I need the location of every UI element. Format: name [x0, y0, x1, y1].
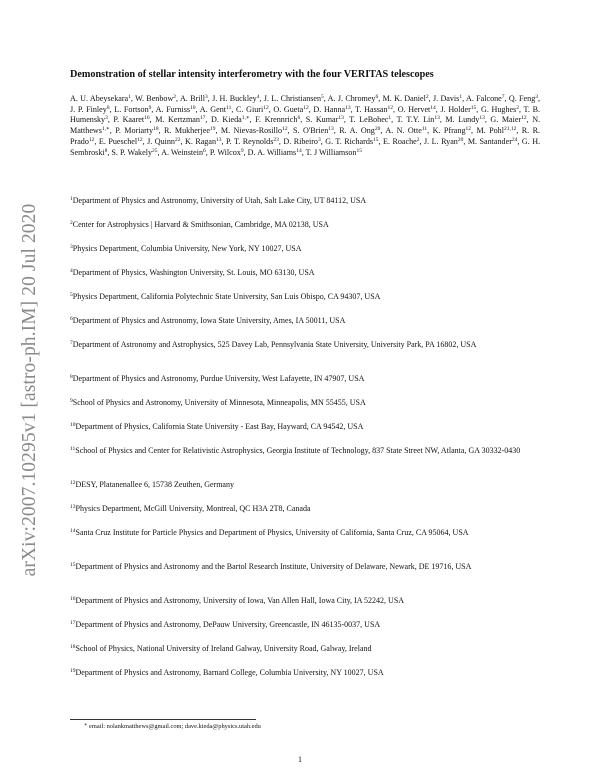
- author: [481, 105, 519, 114]
- author-affiliation-mark: 12: [137, 136, 143, 143]
- author-affiliation-mark: 19: [209, 126, 216, 133]
- author-affiliation-mark: 3: [204, 94, 208, 100]
- affiliation: [70, 528, 540, 539]
- affiliation-text: Physics Department, Columbia University, New York, NY 10027, USA: [72, 244, 302, 253]
- author-name: J. Davis: [432, 94, 460, 103]
- author-name: S. Kumar: [305, 115, 339, 125]
- author-name: J. L. Ryan: [424, 136, 458, 146]
- author-affiliation-mark: 4: [256, 94, 260, 100]
- author-name: A. Furniss: [155, 104, 191, 114]
- affiliation-text: School of Physics and Astronomy, University of Minnesota, Minneapolis, MN 55455, USA: [72, 398, 366, 407]
- author: [180, 94, 208, 103]
- author-affiliation-mark: 12: [521, 115, 527, 122]
- affiliation: [70, 244, 540, 255]
- author: [398, 105, 436, 114]
- author-name: S. O'Brien: [293, 126, 329, 136]
- author: [490, 115, 526, 124]
- author-affiliation-mark: 3: [535, 94, 538, 100]
- affiliation-number: 2: [70, 220, 73, 226]
- affiliation: [70, 504, 540, 515]
- author: [385, 126, 427, 135]
- affiliation: [70, 340, 540, 351]
- author: [115, 126, 158, 135]
- author-name: R. Mukherjee: [164, 126, 210, 136]
- author-name: T. LeBohec: [349, 115, 389, 125]
- author-affiliation-mark: 6: [375, 94, 379, 100]
- author-name: J. Holder: [440, 104, 471, 114]
- author-name: A. Falcone: [465, 94, 502, 103]
- author-name: T. B. Humensky: [70, 104, 540, 125]
- author: [397, 115, 440, 124]
- affiliation-number: 11: [70, 446, 76, 452]
- author-affiliation-mark: 12: [88, 136, 95, 143]
- author-affiliation-mark: 1,∗: [241, 115, 250, 122]
- author-name: O. Hervet: [397, 104, 431, 114]
- author-name: L. Fortson: [114, 104, 149, 114]
- author-name: N. Matthews: [70, 115, 541, 136]
- author: [313, 105, 350, 114]
- affiliation-text: Department of Astronomy and Astrophysics, 525 Davey Lab, Pennsylvania State University, University Park, PA 16802, USA: [72, 340, 477, 349]
- author: [155, 115, 205, 124]
- author-affiliation-mark: 23: [273, 136, 279, 143]
- author-affiliation-mark: 20: [374, 126, 381, 133]
- author-affiliation-mark: 17: [199, 115, 206, 122]
- author-name: T. T.Y. Lin: [396, 115, 435, 125]
- author-affiliation-mark: 1: [388, 115, 392, 122]
- author-affiliation-mark: 8: [106, 104, 110, 111]
- author-name: G. H. Sembroski: [70, 136, 541, 157]
- author-name: T. J Williamson: [305, 147, 357, 157]
- affiliation-number: 3: [70, 244, 73, 250]
- footnote-rule: [70, 719, 256, 720]
- author-affiliation-mark: 1,∗: [101, 126, 110, 133]
- author-name: P. Moriarty: [115, 126, 154, 136]
- author-affiliation-mark: 2: [425, 94, 429, 100]
- affiliation: [70, 398, 540, 409]
- author: [210, 148, 244, 157]
- author-name: G. T. Richards: [325, 136, 374, 146]
- author-affiliation-mark: 7: [501, 94, 505, 100]
- author: [383, 94, 429, 103]
- author-name: Q. Feng: [508, 94, 536, 103]
- author-name: D. A. Williams: [247, 147, 297, 157]
- author-affiliation-mark: 13: [479, 115, 485, 122]
- author-name: G. Maier: [490, 115, 522, 125]
- author: [273, 105, 308, 114]
- author-affiliation-mark: 9: [148, 104, 152, 111]
- author-name: A. Weinstein: [161, 147, 204, 157]
- author-affiliation-mark: 11: [226, 104, 232, 111]
- author-name: J. L. Christiansen: [263, 94, 322, 103]
- author-affiliation-mark: 5: [321, 94, 324, 100]
- author-affiliation-mark: 10: [190, 104, 196, 111]
- author: [325, 137, 378, 146]
- affiliation: [70, 422, 540, 433]
- author-affiliation-mark: 12: [465, 126, 471, 133]
- author-affiliation-mark: 12: [263, 104, 269, 111]
- author-affiliation-mark: 3: [317, 136, 321, 143]
- author: [433, 94, 462, 103]
- author-name: K. Pfrang: [432, 126, 466, 136]
- author-name: J. H. Buckley: [212, 94, 257, 103]
- affiliation-number: 14: [70, 528, 76, 534]
- author-name: R. A. Ong: [339, 126, 375, 136]
- affiliation: [70, 374, 540, 385]
- author: [339, 126, 380, 135]
- affiliation-text: School of Physics, National University of Ireland Galway, University Road, Galway, Ireland: [75, 644, 372, 653]
- arxiv-id-text: arXiv:2007.10295v1 [astro-ph.IM] 20 Jul 2020: [19, 203, 40, 577]
- author: [147, 137, 180, 146]
- author: [383, 137, 419, 146]
- paper-title: Demonstration of stellar intensity interferometry with the four VERITAS telescopes: [70, 69, 434, 80]
- author: [355, 105, 393, 114]
- affiliation-number: 9: [70, 398, 73, 404]
- affiliation-text: Physics Department, McGill University, Montreal, QC H3A 2T8, Canada: [75, 504, 311, 513]
- affiliation-number: 17: [70, 620, 76, 626]
- author-name: E. Pueschel: [98, 136, 138, 146]
- footnote: [84, 723, 261, 731]
- author-affiliation-mark: 6: [297, 115, 301, 122]
- affiliation: [70, 562, 540, 573]
- author-name: M. K. Daniel: [382, 94, 426, 103]
- affiliation: [70, 644, 540, 655]
- author-name: A. Gent: [199, 104, 227, 114]
- author-affiliation-mark: 2: [516, 104, 519, 111]
- author: [433, 126, 471, 135]
- author: [236, 105, 269, 114]
- author-affiliation-mark: 18: [153, 126, 159, 133]
- affiliation: [70, 446, 540, 457]
- affiliation-number: 15: [70, 562, 76, 568]
- author: [99, 137, 143, 146]
- author-affiliation-mark: 6: [203, 147, 206, 154]
- author: [306, 148, 362, 157]
- author-name: O. Gueta: [273, 104, 304, 114]
- affiliation-text: Department of Physics and Astronomy, DePauw University, Greencastle, IN 46135-0037, USA: [75, 620, 381, 629]
- affiliation-text: School of Physics and Center for Relativistic Astrophysics, Georgia Institute of Technology, 837 State Street NW, Atlanta, GA 30332-0430: [75, 446, 521, 455]
- author-name: A. Brill: [179, 94, 205, 103]
- author: [70, 94, 131, 103]
- affiliation-number: 1: [70, 196, 73, 202]
- author-affiliation-mark: 12: [282, 126, 288, 133]
- author-affiliation-mark: 3: [105, 115, 108, 122]
- author-name: A. N. Otte: [385, 126, 422, 136]
- author-affiliation-mark: 12: [387, 104, 394, 111]
- author: [264, 94, 324, 103]
- author: [349, 115, 391, 124]
- affiliation-text: Santa Cruz Institute for Particle Physics and Department of Physics, University of California, Santa Cruz, CA 95064, USA: [75, 528, 469, 537]
- author-affiliation-mark: 14: [430, 104, 436, 111]
- author: [161, 148, 206, 157]
- affiliation-number: 16: [70, 596, 76, 602]
- author-affiliation-mark: 9: [240, 147, 244, 154]
- author-name: F. Krennrich: [255, 115, 298, 125]
- author: [283, 137, 320, 146]
- author-affiliation-mark: 15: [373, 136, 379, 143]
- author-list: A. U. Abeysekara$^1$, W. Benbow$^2$, A. Brill$^3$, J. H. Buckley$^4$, J. L. Christiansen$^5$, A. J. Chromey$^6$, M. K. Daniel$^2$, J. Davis$^1$, A. Falcone$^7$, Q. Feng$^3$, J. P. Finley$^8$, L. Fortson$^9$, A. Furniss$^{10}$, A. Gent$^{11}$, C. Giuri$^{12}$, O. Gueta$^{12}$, D. Hanna$^{13}$, T. Hassan$^{12}$, O. Hervet$^{14}$, J. Holder$^{15}$, G. Hughes$^2$, T. B. Humensky$^3$, P. Kaaret$^{16}$, M. Kertzman$^{17}$, D. Kieda$^{1,∗}$, F. Krennrich$^6$, S. Kumar$^{13}$, T. LeBohec$^1$, T. T.Y. Lin$^{13}$, M. Lundy$^{13}$, G. Maier$^{12}$, N. Matthews$^{1,∗}$, P. Moriarty$^{18}$, R. Mukherjee$^{19}$, M. Nievas-Rosillo$^{12}$, S. O'Brien$^{13}$, R. A. Ong$^{20}$, A. N. Otte$^{11}$, K. Pfrang$^{12}$, M. Pohl$^{21,12}$, R. R. Prado$^{12}$, E. Pueschel$^{12}$, J. Quinn$^{22}$, K. Ragan$^{13}$, P. T. Reynolds$^{23}$, D. Ribeiro$^3$, G. T. Richards$^{15}$, E. Roache$^2$, J. L. Ryan$^{20}$, M. Santander$^{24}$, G. H. Sembroski$^8$, S. P. Wakely$^{25}$, A. Weinstein$^6$, P. Wilcox$^9$, D. A. Williams$^{14}$, T. J Williamson$^{15}$: [70, 94, 541, 157]
- footnote-mark: ∗: [84, 723, 88, 728]
- author-name: K. Ragan: [184, 136, 216, 146]
- author: [200, 105, 232, 114]
- author-affiliation-mark: 21,12: [503, 126, 517, 133]
- author: [135, 94, 176, 103]
- author-name: D. Kieda: [211, 115, 242, 125]
- author-affiliation-mark: 16: [144, 115, 150, 122]
- author-name: T. Hassan: [355, 104, 388, 114]
- author-name: M. Santander: [467, 136, 512, 146]
- affiliation-number: 7: [70, 340, 73, 346]
- author-name: A. U. Abeysekara: [70, 94, 129, 103]
- author-affiliation-mark: 15: [356, 147, 362, 154]
- author-name: P. T. Reynolds: [226, 136, 274, 146]
- author-name: D. Hanna: [313, 104, 346, 114]
- author: [293, 126, 334, 135]
- author: [156, 105, 196, 114]
- author-name: M. Nievas-Rosillo: [220, 126, 283, 136]
- affiliation-text: Physics Department, California Polytechnic State University, San Luis Obispo, CA 94307, USA: [72, 292, 381, 301]
- affiliation-text: Department of Physics and Astronomy, Barnard College, Columbia University, NY 10027, USA: [75, 668, 384, 677]
- author: [212, 94, 259, 103]
- author: [164, 126, 215, 135]
- author-affiliation-mark: 13: [216, 136, 222, 143]
- author: [509, 94, 538, 103]
- author-name: R. R. Prado: [70, 126, 541, 146]
- affiliation: [70, 620, 540, 631]
- author-name: G. Hughes: [480, 104, 517, 114]
- affiliation-number: 10: [70, 422, 76, 428]
- author: [113, 115, 149, 124]
- author-affiliation-mark: 13: [338, 115, 344, 122]
- affiliation-number: 18: [70, 644, 76, 650]
- affiliation-text: DESY, Platanenallee 6, 15738 Zeuthen, Germany: [75, 480, 234, 489]
- author: [185, 137, 222, 146]
- author-name: S. P. Wakely: [111, 147, 152, 157]
- author-affiliation-mark: 12: [303, 104, 309, 111]
- author-affiliation-mark: 22: [174, 136, 181, 143]
- author-name: M. Pohl: [476, 126, 504, 136]
- affiliation-number: 19: [70, 668, 76, 674]
- affiliation-number: 4: [70, 268, 73, 274]
- author-affiliation-mark: 14: [296, 147, 302, 154]
- author-affiliation-mark: 15: [470, 104, 477, 111]
- footnote-email[interactable]: email: nolankmatthews@gmail.com; dave.kieda@physics.utah.edu: [89, 723, 261, 730]
- author-name: J. Quinn: [147, 136, 175, 146]
- author: [226, 137, 279, 146]
- affiliation: [70, 292, 540, 303]
- affiliation-text: Department of Physics and Astronomy, University of Utah, Salt Lake City, UT 84112, USA: [72, 196, 367, 205]
- author-name: D. Ribeiro: [283, 136, 318, 146]
- arxiv-sidebar-stamp: [8, 190, 52, 590]
- affiliation: [70, 596, 540, 607]
- author-affiliation-mark: 11: [421, 126, 428, 133]
- affiliation: [70, 196, 540, 207]
- author-affiliation-mark: 13: [345, 104, 351, 111]
- affiliation-number: 6: [70, 316, 73, 322]
- author: [70, 105, 110, 114]
- author-name: P. Kaaret: [113, 115, 145, 125]
- affiliation-text: Department of Physics, California State University - East Bay, Hayward, CA 94542, USA: [75, 422, 364, 431]
- author: [211, 115, 250, 124]
- affiliation-text: Center for Astrophysics | Harvard & Smithsonian, Cambridge, MA 02138, USA: [72, 220, 329, 229]
- author: [114, 105, 151, 114]
- author: [221, 126, 288, 135]
- author: [248, 148, 302, 157]
- author-name: M. Kertzman: [155, 115, 200, 125]
- affiliation-text: Department of Physics and Astronomy and the Bartol Research Institute, University of Delaware, Newark, DE 19716, USA: [75, 562, 472, 571]
- author: [111, 148, 157, 157]
- affiliation: [70, 316, 540, 327]
- author: [445, 115, 484, 124]
- author-name: E. Roache: [383, 136, 417, 146]
- author-name: C. Giuri: [236, 104, 264, 114]
- author-name: W. Benbow: [135, 94, 174, 103]
- page-number: 1: [298, 755, 302, 764]
- author-affiliation-mark: 13: [328, 126, 334, 133]
- affiliation-text: Department of Physics and Astronomy, Purdue University, West Lafayette, IN 47907, USA: [72, 374, 365, 383]
- author: [306, 115, 344, 124]
- author-affiliation-mark: 2: [416, 136, 420, 143]
- author-affiliation-mark: 2: [173, 94, 177, 100]
- author-affiliation-mark: 1: [459, 94, 463, 100]
- author-name: A. J. Chromey: [327, 94, 376, 103]
- author-name: J. P. Finley: [70, 104, 107, 114]
- author-name: P. Wilcox: [209, 147, 241, 157]
- author: [468, 137, 518, 146]
- affiliation: [70, 268, 540, 279]
- author: [328, 94, 379, 103]
- author: [424, 137, 463, 146]
- author-affiliation-mark: 20: [457, 136, 464, 143]
- affiliation-text: Department of Physics, Washington University, St. Louis, MO 63130, USA: [72, 268, 315, 277]
- author-affiliation-mark: 25: [152, 147, 158, 154]
- affiliation-text: Department of Physics and Astronomy, University of Iowa, Van Allen Hall, Iowa City, IA 52242, USA: [75, 596, 405, 605]
- affiliation: [70, 668, 540, 679]
- affiliation-number: 13: [70, 504, 76, 510]
- author-affiliation-mark: 1: [128, 94, 131, 100]
- author: [255, 115, 300, 124]
- author: [466, 94, 505, 103]
- author: [476, 126, 516, 135]
- author-affiliation-mark: 24: [511, 136, 518, 143]
- author: [440, 105, 476, 114]
- affiliation: [70, 220, 540, 231]
- affiliation-text: Department of Physics and Astronomy, Iowa State University, Ames, IA 50011, USA: [72, 316, 346, 325]
- affiliation-number: 12: [70, 480, 76, 486]
- affiliation: [70, 480, 540, 491]
- author-name: M. Lundy: [445, 115, 480, 125]
- affiliation-number: 8: [70, 374, 73, 380]
- affiliation-number: 5: [70, 292, 73, 298]
- author-affiliation-mark: 8: [104, 147, 108, 154]
- author-affiliation-mark: 13: [434, 115, 440, 122]
